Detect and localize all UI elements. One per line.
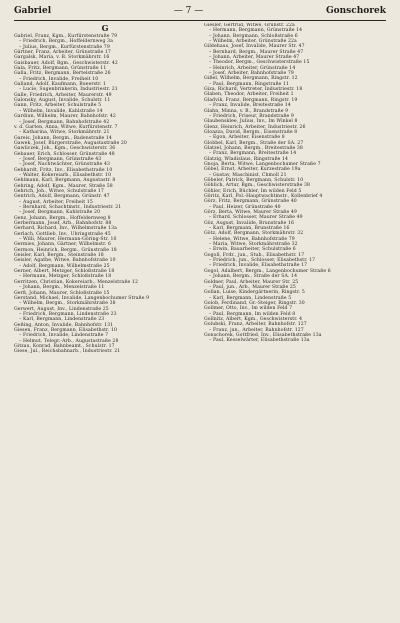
directory-entry: – Paul, Kesselwärter, Elisabethstraße 13a — [209, 338, 310, 344]
directory-entry: Galla, Fritz, Bergmann, Bertelstraße 26 — [14, 71, 111, 77]
directory-entry: – Josef, Bergmann, Grünstraße 43 — [19, 156, 102, 162]
directory-entry: Gerwert, August, Inv., Lindenstraße 25 — [14, 306, 109, 312]
directory-entry: Gladvik, Franz, Bergmann, Ringstr. 19 — [204, 97, 298, 103]
directory-entry: – August, Arbeiter, Freiheit 15 — [19, 199, 93, 205]
directory-entry: Gonschorek, Gottfried, Inv., Elisabethstraße 13a — [204, 332, 322, 338]
directory-entry: Göbel, Ernst, Arbeiter, Kurzestraße 19a — [204, 167, 301, 173]
directory-entry: – Friedrich, Friseur, Brandstraße 9 — [209, 113, 294, 119]
directory-entry: Gaisbauer, Adolf, Bgm., Geschwisterstr. 42 — [14, 60, 118, 66]
directory-entry: Geisler, Karl, Bergm., Steinstraße 18 — [14, 253, 104, 259]
directory-entry: – Franz, Invalide, Breitestraße 14 — [209, 103, 291, 109]
directory-entry: Göz, August, Invalide, Brunstraße 16 — [204, 220, 295, 226]
directory-entry: – Franz, jun., Arbeiter, Bahnhofstr. 127 — [209, 327, 304, 333]
directory-entry: – Karl, Bergmann, Brunstraße 16 — [209, 226, 290, 232]
directory-entry: – Egon, Arbeiter, Eisenstraße 8 — [209, 135, 285, 141]
directory-entry: – Julius, Bergm., Kurfürstenstraße 79 — [19, 44, 110, 50]
directory-entry: – Johann, Bergm., Menzelstraße 11 — [19, 285, 105, 291]
directory-entry: Gargalsk, Maria, v. B. Storkmährstr. 16 — [14, 55, 110, 61]
directory-entry: Götz, Adolf, Bergmann, Storkmährstr. 32 — [204, 231, 304, 237]
column-left — [14, 23, 196, 355]
directory-entry: Gollnitz, Albert, Kgm., Geschwisterstr. 4 — [204, 316, 303, 322]
directory-entry: Giza, Richard, Vertreter, Industriestr. 18 — [204, 87, 303, 93]
directory-entry: Glahn, Minna, v. B., Brandstraße 9 — [204, 108, 289, 114]
directory-entry: Geßing, Anton, Invalide, Bahnhofstr. 131 — [14, 322, 114, 328]
directory-entry: Gogol, Adalbert, Bergm., Langenbochumer Straße 6 — [204, 268, 331, 274]
directory-entry: – Franz, Bergmann, Breitestraße 14 — [209, 151, 297, 157]
directory-entry: – Hermann, Metzger, Schloßstraße 18 — [19, 274, 112, 280]
directory-entry: Glatzig, Wladislaus, Ringstraße 14 — [204, 156, 289, 162]
column-right — [204, 23, 386, 355]
directory-entry: Goldner, Paul, Arbeiter, Maurer Str. 25 — [204, 279, 299, 285]
directory-entry: – Paul, Bergmann, Ringstraße 11 — [209, 81, 290, 87]
directory-entry: Glenz, Heinrich, Arbeiter, Industriestr. 26 — [204, 124, 306, 130]
directory-entry: Gnoja, Berta, Witwe, Langenbochumer Straße 7 — [204, 161, 321, 167]
directory-entry: – Theodor, Bergm., Geschwisterstraße 15 — [209, 60, 310, 66]
directory-entry: Göhlich, Artur, Bgm., Geschwisterstraße 38 — [204, 183, 310, 189]
directory-entry: v. d. Garten, Anna, Witwe, Kurfürstenstr. 7 — [14, 124, 118, 130]
directory-entry: Globbel, Karl, Bergm., Straße der SA. 27 — [204, 140, 304, 146]
directory-entry: – Wilhelm, Invalide, Kahlstraße 14 — [19, 108, 103, 114]
page-header — [14, 6, 386, 18]
directory-entry: – Friedrich, Bergm., Hoffeldernweg 3a — [19, 39, 113, 45]
directory-entry: Gärtner, Franz, Arbeiter, Grünstraße 17 — [14, 50, 111, 56]
section-letter: G — [101, 23, 109, 33]
directory-entry: – Karl, Bergmann, Lindenstraße 23 — [19, 317, 105, 323]
directory-entry: Golubski, Franz, Arbeiter, Bahnhofstr. 127 — [204, 322, 307, 328]
directory-entry: Gehring, Adolf, Kgm., Maurer, Straße 58 — [14, 183, 113, 189]
directory-entry: – Friedrich, Invalide, Lindenstraße 7 — [19, 333, 109, 339]
directory-entry: – Bernhard, Bergm., Maurer Straße 47 — [209, 49, 304, 55]
directory-entry: Glatzel, Johann, Bergm., Breitestraße 38 — [204, 145, 303, 151]
directory-entry: Galland, Adolf, Kaufmann, Bueerstr. 1 — [14, 82, 107, 88]
directory-entry: Gentrich, Adolf, Bergmann, Grünstr. 47 — [14, 194, 110, 200]
directory-entry: – Paul, jun., Arb., Maurer Straße 25 — [209, 284, 296, 290]
header-left-name: Gabriel — [14, 6, 52, 16]
directory-entry: Göhler, Erich, Büchler, Im wilden Feld 5 — [204, 188, 302, 194]
directory-entry: Gogoll, Frdr., jun., Stub., Elisabethstr. 17 — [204, 252, 305, 258]
directory-entry: Genz, Johann, Bergm., Hoffeldernweg 8 — [14, 215, 111, 221]
directory-entry: Giese, Jul., Reichsbahnarb., Industriestr. 21 — [14, 349, 121, 355]
directory-entry: Gala, Fritz, Bergmann, Grünstraße 11 — [14, 66, 107, 72]
directory-entry: Golob, Ferdinand, Gr.-Steiger, Ringstr. 30 — [204, 300, 305, 306]
directory-entry: Giesler, Gertrud, Witwe, Grünstr. 22a — [204, 23, 295, 28]
directory-entry: Göritz, Karl, Pol.-Hauptwachtmstr., Kollenbrief 4 — [204, 194, 323, 199]
directory-entry: Gann, Fritz, Arbeiter, Schulstraße 5 — [14, 103, 102, 109]
directory-entry: Gerlach, Gottlieb, Inv., Uhringstraße 45 — [14, 231, 111, 237]
directory-entry: – Johann, Arbeiter, Maurer Straße 47 — [209, 55, 300, 61]
columns — [14, 23, 386, 355]
directory-entry: – Josef, Bergmann, Bahnhofstraße 42 — [19, 119, 110, 125]
directory-entry: Gerstand, Michael, Invalide, Langenbochumer Straße 9 — [14, 295, 150, 301]
directory-entry: – Walter, Kokereiarb., Elisabethstr. 10 — [19, 172, 112, 178]
directory-entry: – Paul, Heizer, Grünstraße 40 — [209, 204, 281, 210]
directory-entry: – Katharina, Witwe, Storkmährstr. 21 — [19, 130, 110, 136]
directory-entry: – Johann, Bergmann, Schloßstraße 6 — [209, 33, 298, 39]
directory-entry: Gollmer, Otto, Inv., Im wilden Feld 7 — [204, 306, 293, 312]
directory-entry: Galle, Friedrich, Arbeiter, Maurerstr. 49 — [14, 92, 112, 98]
directory-entry: Gerner, Albert, Metzger, Schloßstraße 18 — [14, 269, 115, 275]
directory-entry: – Josef, Nachtwächter, Grünstraße 43 — [19, 162, 111, 168]
directory-entry: Gebhardt, Fritz, Inv., Elisabethstraße 10 — [14, 167, 113, 173]
directory-entry: Gehrich, Joh., Witwe, Schulstraße 17 — [14, 188, 104, 194]
header-rule — [14, 20, 386, 21]
directory-entry: Görz, Berta, Witwe, Maurer Straße 49 — [204, 210, 297, 216]
directory-entry: Germies, Johann, Gärtner, Wilhelmstr. 6 — [14, 242, 112, 248]
directory-entry: Gebauer, Erich, Schlosser, Grünstraße 48 — [14, 151, 115, 157]
directory-entry: Gerß, Johann, Maurer, Schloßstraße 15 — [14, 290, 110, 296]
directory-entry: Gißel, Wilhelm, Bergmann, Ringstr. 12 — [204, 76, 298, 82]
directory-entry: – Josef, Bergmann, Kahlstraße 20 — [19, 210, 101, 216]
directory-entry: – Adolf, Bergmann, Wilhelmstraße 25 — [19, 263, 110, 269]
directory-entry: Gehlmann, Karl, Bergmann, Augustastr. 8 — [14, 178, 116, 184]
directory-entry: Gareis, Johann, Bergm., Badenstraße 14 — [14, 135, 112, 141]
directory-entry: Germon, Heinrich, Bergm., Grünstraße 18 — [14, 247, 117, 253]
directory-entry: – Bernhard, Schachtmstr., Industriestr. 21 — [19, 205, 122, 210]
header-right-name: Gonschorek — [325, 6, 386, 16]
directory-entry: – Gustav, Maschinist, Chmoll 21 — [209, 172, 287, 178]
directory-entry: Giesen, Franz, Bergmann, Elisabethstr. 10 — [14, 327, 118, 333]
directory-entry: – Friedrich, Bergmann, Lindenstraße 23 — [19, 311, 117, 317]
directory-entry: – Friedrich, Invalide, Freiheit 10 — [19, 76, 99, 82]
directory-entry: – Wilhelm, Bergm., Storkmährstraße 38 — [19, 301, 116, 307]
directory-entry: – Josef, Arbeiter, Bahnhofstraße 79 — [209, 71, 294, 77]
directory-entry: Gerbermann, Josef, Arb., Bahnhofstr. 88 — [14, 221, 112, 227]
directory-entry: Gawek, Josef, Bürgerstraße, Augustastraße 20 — [14, 140, 127, 146]
directory-entry: – Heinrich, Arbeiter, Grünstraße 14 — [209, 65, 296, 71]
directory-entry: Gildehaus, Josef, Invalide, Maurer Str. 47 — [204, 44, 305, 50]
directory-entry: – Maria, Witwe, Storkmährstraße 32 — [209, 242, 298, 248]
directory-entry: Gerhard, Richard, Inv., Wilhelmstraße 13a — [14, 226, 117, 232]
directory-entry: – Helmut, Telegr.-Arb., Augustastraße 28 — [19, 338, 119, 344]
directory-entry: – Friedrich, Invalide, Elisabethstraße 17 — [209, 263, 308, 269]
directory-entry: – Willi, Maurer, Hermann-Göring-Str. 10 — [19, 237, 117, 243]
directory-entry: – Hermann, Bergmann, Grünstraße 14 — [209, 28, 303, 34]
directory-entry: – Erwin, Bauarbeiter, Schulstraße 6 — [209, 247, 296, 253]
directory-entry: – Wilhelm, Arbeiter, Grünstraße 22a — [209, 39, 297, 45]
directory-entry: Glaubensklee, Julius, Inv., Im Winkel 8 — [204, 119, 298, 125]
directory-entry: Gabriel, Franz, Kgm., Kurfürstenstraße 79 — [14, 34, 118, 39]
directory-entry: Gitzau, Konrad, Bahnbeamt., Schulstr. 17 — [14, 343, 115, 349]
directory-entry: Göbeler, Patrick, Bergmann, Schulstr. 10 — [204, 177, 304, 183]
directory-entry: Gardiun, Wilhelm, Maurer, Bahnhofstr. 42 — [14, 114, 116, 120]
directory-entry: – Karl, Bergmann, Lindenstraße 5 — [209, 295, 292, 301]
page-number: — 7 — — [173, 6, 204, 16]
directory-entry: Geisler, Agathe, Witwe, Bahnhofstraße 10 — [14, 258, 116, 264]
directory-entry: – Paul, Bergmann, Im wilden Feld 8 — [209, 311, 296, 317]
directory-entry: – Erhard, Schlosser, Maurer Straße 49 — [209, 215, 303, 221]
directory-entry: – Helene, Witwe, Bahnhofstraße 79 — [209, 236, 295, 242]
directory-entry: Gerritzen, Christian, Kokereiarb., Menzelstraße 12 — [14, 279, 138, 285]
directory-entry: Galonsky, August, Invalide, Schulstr. 11 — [14, 98, 111, 104]
directory-entry: – Friedrich, jun., Schlosser, Elisabethstr. 17 — [209, 258, 316, 264]
directory-entry: Gloazza, David, Bergm., Eisenstraße 8 — [204, 129, 298, 135]
directory-entry: Görz, Fritz, Bergmann, Grünstraße 40 — [204, 199, 297, 205]
directory-entry: – Johann, Bergm., Straße der SA. 14 — [209, 274, 298, 280]
directory-entry: Gollan, Luise, Kindergärtnerin, Ringstr. 5 — [204, 290, 305, 296]
directory-entry: – Lucie, Sugenbrinkerin, Industriestr. 21 — [19, 87, 118, 93]
directory-entry: Gawliczek, Joh., Kgm., Geschwisterstr. 36 — [14, 146, 116, 152]
directory-entry: Glaben, Theodor, Arbeiter, Freiheit 1 — [204, 92, 294, 98]
